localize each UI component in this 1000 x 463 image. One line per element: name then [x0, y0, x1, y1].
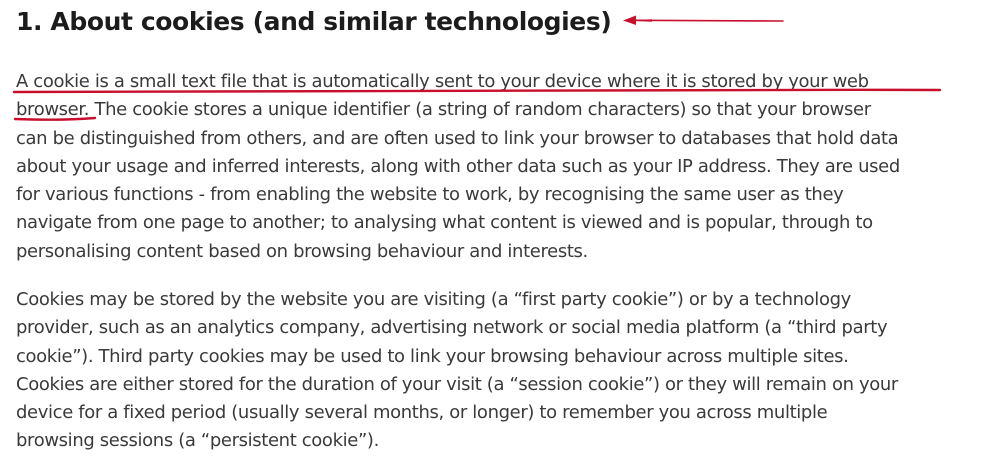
paragraph-cookie-types — [16, 286, 988, 456]
paragraph-line: browsing sessions (a “persistent cookie”). — [16, 430, 379, 452]
paragraph-line: browser. The cookie stores a unique identifier (a string of random characters) so that your browser — [16, 99, 871, 121]
paragraph-line: Cookies may be stored by the website you are visiting (a “first party cookie”) or by a technology — [16, 289, 851, 310]
paragraph-cookie-definition — [16, 68, 988, 266]
paragraph-line: can be distinguished from others, and are often used to link your browser to databases that hold data — [16, 127, 899, 149]
paragraph-line: personalising content based on browsing behaviour and interests. — [16, 240, 588, 262]
paragraph-line: navigate from one page to another; to analysing what content is viewed and is popular, through to — [16, 212, 873, 234]
paragraph-line: about your usage and inferred interests, along with other data such as your IP address. They are used — [16, 155, 900, 177]
heading-row — [16, 0, 988, 50]
section-heading: 1. About cookies (and similar technologies) — [16, 7, 612, 36]
paragraph-line: device for a fixed period (usually several months, or longer) to remember you across multiple — [16, 402, 828, 424]
article-section — [16, 0, 988, 452]
paragraph-line: Cookies are either stored for the duration of your visit (a “session cookie”) or they will remain on your — [16, 373, 898, 395]
paragraph-line: provider, such as an analytics company, advertising network or social media platform (a “third party — [16, 317, 888, 339]
paragraph-line: A cookie is a small text file that is automatically sent to your device where it is stored by your web — [16, 71, 869, 92]
red-arrow-annotation-icon — [606, 8, 786, 34]
paragraph-line: for various functions - from enabling the website to work, by recognising the same user as they — [16, 184, 844, 206]
paragraph-line: cookie”). Third party cookies may be used to link your browsing behaviour across multiple sites. — [16, 345, 849, 367]
